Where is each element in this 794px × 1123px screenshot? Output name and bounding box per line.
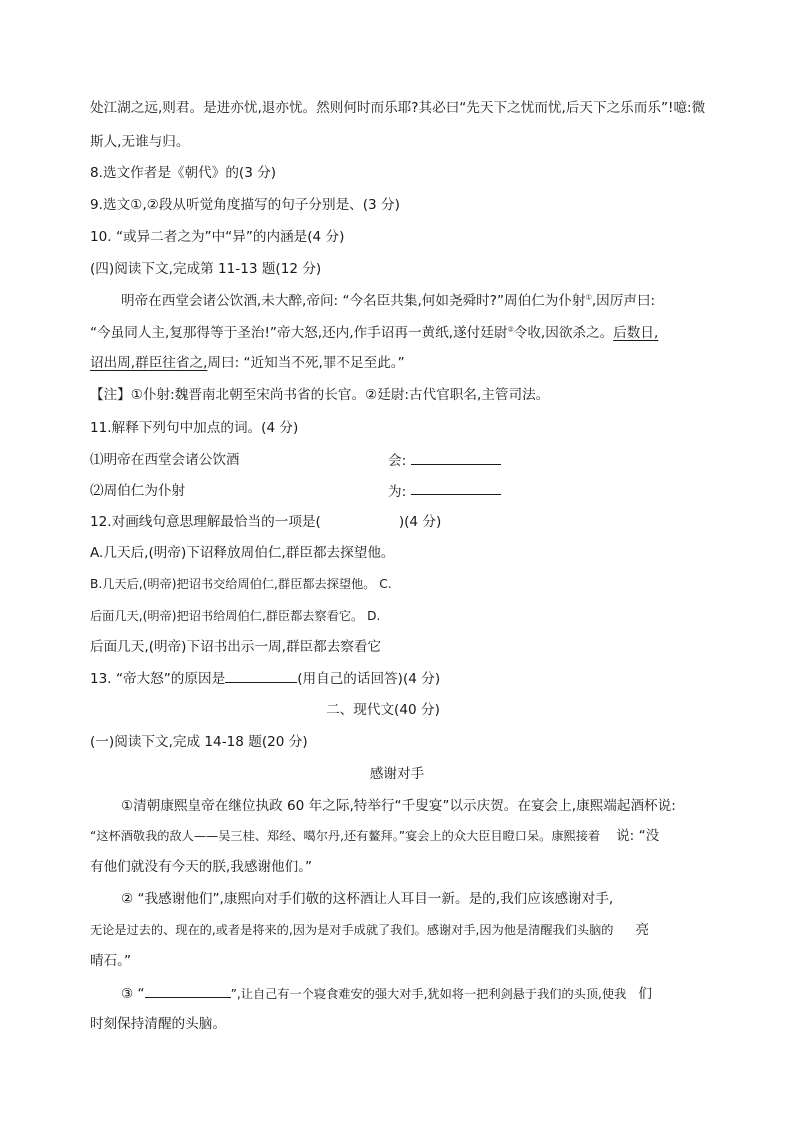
passage-line — [90, 323, 658, 343]
footnote-marker: ① — [585, 293, 592, 302]
essay-line: 时刻保持清醒的头脑。 — [90, 1016, 226, 1032]
underlined-sentence: 诏出周,群臣往省之, — [90, 355, 208, 371]
passage-line — [121, 291, 655, 311]
text-line: 斯人,无谁与归。 — [90, 134, 190, 150]
text-line: 处江湖之远,则君。是进亦忧,退亦忧。然则何时而乐耶?其必曰“先天下之忧而忧,后天下之乐而乐”!噫:微 — [90, 100, 706, 116]
option-d: 后面几天,(明帝)下诏书出示一周,群臣都去察看它 — [90, 639, 382, 655]
essay-title: 感谢对手 — [369, 766, 425, 782]
passage-text: 明帝在西堂会诸公饮酒,未大醉,帝问: “今名臣共集,何如尧舜时?”周伯仁为仆射 — [121, 293, 586, 309]
footnote-marker: ② — [507, 325, 514, 334]
annotation-note: 【注】①仆射:魏晋南北朝至宋尚书省的长官。②廷尉:古代官职名,主管司法。 — [90, 387, 550, 403]
question-8: 8.选文作者是《朝代》的(3 分) — [90, 165, 277, 181]
answer-label: 为: — [388, 484, 407, 500]
essay-text: ③ “ — [121, 986, 145, 1002]
question-11-item-1: ⑴明帝在西堂会诸公饮酒 — [90, 452, 240, 468]
answer-label: 会: — [388, 453, 407, 469]
essay-line — [90, 920, 649, 940]
essay-line: 有他们就没有今天的朕,我感谢他们。” — [90, 859, 313, 875]
question-12 — [90, 512, 441, 532]
part-heading: 二、现代文(40 分) — [326, 702, 440, 718]
passage-text: 令收,因欲杀之。 — [513, 325, 614, 341]
section-heading: (一)阅读下文,完成 14-18 题(20 分) — [90, 734, 308, 750]
question-text: 13. “帝大怒”的原因是 — [90, 671, 226, 687]
answer-field — [388, 450, 501, 471]
essay-line — [90, 826, 659, 846]
essay-text: 们 — [638, 986, 652, 1002]
option-b: B.几天后,(明帝)把诏书交给周伯仁,群臣都去探望他。 C. — [90, 577, 392, 591]
essay-text: 亮 — [635, 922, 650, 938]
essay-text: 说: “没 — [616, 828, 660, 844]
question-text: )(4 分) — [398, 514, 442, 530]
answer-blank — [411, 450, 501, 465]
essay-text: “这杯酒敬我的敌人——吴三桂、郑经、噶尔丹,还有鳌拜。”宴会上的众大臣目瞪口呆。康熙接着 — [90, 829, 601, 843]
option-a: A.几天后,(明帝)下诏释放周伯仁,群臣都去探望他。 — [90, 545, 395, 561]
question-10: 10. “或异二者之为”中“异”的内涵是(4 分) — [90, 229, 345, 245]
essay-line: ② “我感谢他们”,康熙向对手们敬的这杯酒让人耳目一新。是的,我们应该感谢对手, — [121, 891, 614, 907]
answer-blank — [411, 481, 501, 496]
essay-text: ”,让自己有一个寝食难安的强大对手,犹如将一把利剑悬于我们的头顶,使我 — [230, 987, 627, 1001]
answer-blank — [145, 983, 231, 998]
question-9: 9.选文①,②段从听觉角度描写的句子分别是、(3 分) — [90, 197, 400, 213]
underlined-sentence: 后数日, — [613, 325, 659, 341]
passage-text: 周曰: “近知当不死,罪不足至此。” — [207, 355, 405, 371]
section-heading: (四)阅读下文,完成第 11-13 题(12 分) — [90, 261, 322, 277]
question-text: 12.对画线句意思理解最恰当的一项是( — [90, 514, 321, 530]
essay-line: ①清朝康熙皇帝在继位执政 60 年之际,特举行“千叟宴”以示庆贺。在宴会上,康熙端起酒杯说: — [121, 798, 676, 814]
question-text: (用自己的话回答)(4 分) — [297, 671, 441, 687]
passage-text: “今虽同人主,复那得等于圣治!”帝大怒,还内,作手诏再一黄纸,遂付廷尉 — [90, 325, 508, 341]
answer-blank — [225, 668, 297, 683]
passage-line — [90, 353, 405, 373]
question-13 — [90, 668, 440, 689]
essay-text: 无论是过去的、现在的,或者是将来的,因为是对手成就了我们。感谢对手,因为他是清醒我们头脑的 — [90, 923, 614, 937]
question-11-item-2: ⑵周伯仁为仆射 — [90, 483, 186, 499]
answer-field — [388, 481, 501, 502]
essay-line — [121, 983, 652, 1004]
option-c: 后面几天,(明帝)把诏书给周伯仁,群臣都去察看它。 D. — [90, 609, 381, 623]
question-11: 11.解释下列句中加点的词。(4 分) — [90, 420, 299, 436]
passage-text: ,因厉声曰: — [591, 293, 656, 309]
essay-line: 晴石。” — [90, 953, 132, 969]
